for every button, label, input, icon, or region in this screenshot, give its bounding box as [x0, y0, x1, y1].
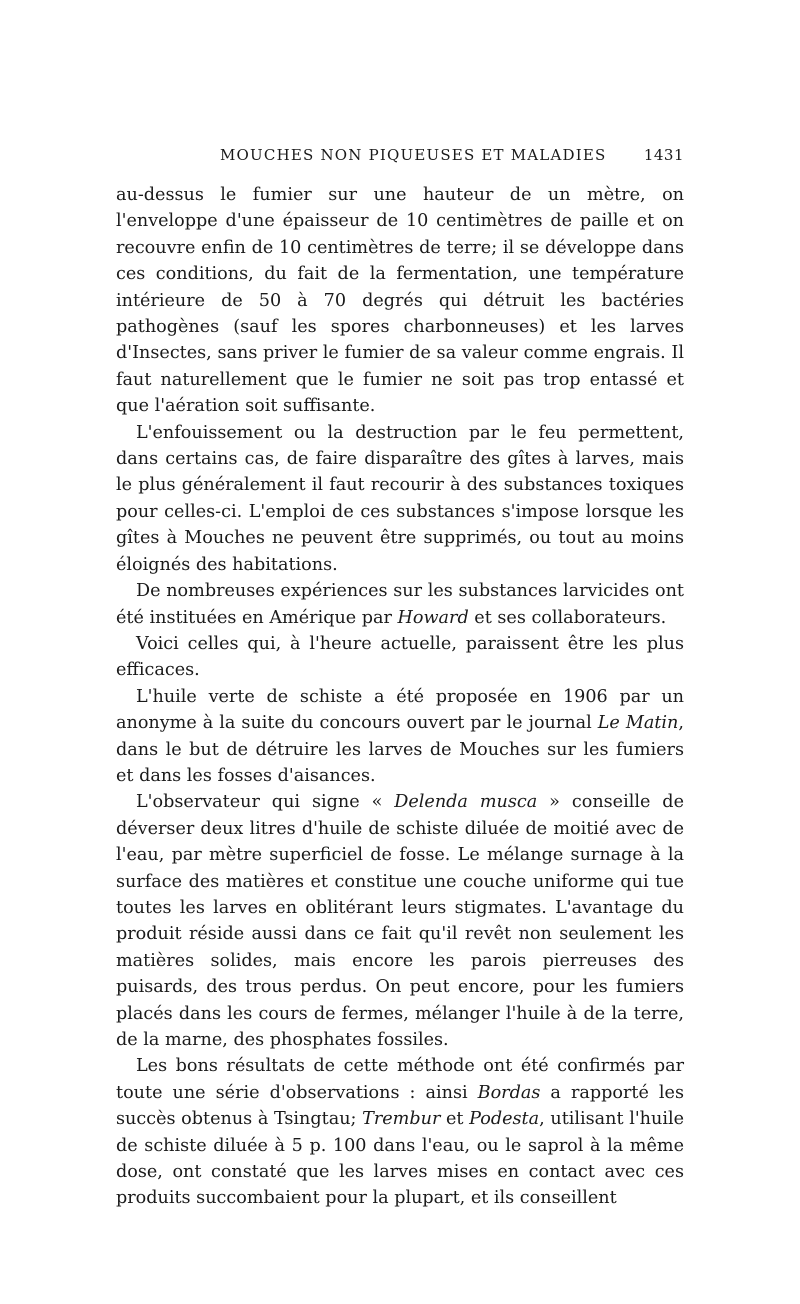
- pseudonym-delenda-musca: Delenda musca: [394, 792, 538, 813]
- book-page: [116, 146, 684, 1212]
- paragraph-5-text-b: , dans le but de détruire les larves de Mouches sur les fumiers et dans les fosses d'aisances.: [116, 713, 684, 786]
- paragraph-5: [116, 684, 684, 790]
- paragraph-6-text-b: » conseille de déverser deux litres d'huile de schiste diluée de moitié avec de l'eau, par mètre superficiel de fosse. Le mélange surnage à la surface des matières et constitue une couche uniforme qui tue toutes les larves en oblitérant leurs stigmates. L'avantage du produit réside aussi dans ce fait qu'il revêt non seulement les matières solides, mais encore les parois pierreuses des puisards, des trous perdus. On peut encore, pour les fumiers placés dans les cours de fermes, mélanger l'huile à de la terre, de la marne, des phosphates fossiles.: [116, 792, 684, 1050]
- author-trembur: Trembur: [362, 1109, 441, 1130]
- paragraph-3-text-b: et ses collaborateurs.: [468, 607, 667, 628]
- paragraph-7-text-a: Les bons résultats de cette méthode ont été confirmés par toute une série d'observations : ainsi: [116, 1056, 684, 1103]
- running-title: MOUCHES NON PIQUEUSES ET MALADIES: [220, 146, 607, 164]
- author-bordas: Bordas: [477, 1082, 541, 1103]
- paragraph-6-text-a: L'observateur qui signe «: [136, 792, 395, 813]
- paragraph-4: Voici celles qui, à l'heure actuelle, paraissent être les plus efficaces.: [116, 633, 684, 681]
- page-number: 1431: [643, 146, 684, 164]
- paragraph-7-text-c: et: [440, 1109, 470, 1130]
- body-text: [116, 182, 684, 1212]
- journal-le-matin: Le Matin: [597, 713, 679, 734]
- paragraph-3-text-a: De nombreuses expériences sur les substances larvicides ont été instituées en Amérique par: [116, 581, 684, 628]
- paragraph-7: [116, 1053, 684, 1211]
- paragraph-2: L'enfouissement ou la destruction par le feu permettent, dans certains cas, de faire disparaître des gîtes à larves, mais le plus généralement il faut recourir à des substances toxiques pour celles-ci. L'emploi de ces substances s'impose lorsque les gîtes à Mouches ne peuvent être supprimés, ou tout au moins éloignés des habitations.: [116, 422, 684, 575]
- running-header: [116, 146, 684, 170]
- author-podesta: Podesta: [469, 1109, 540, 1130]
- paragraph-5-text-a: L'huile verte de schiste a été proposée en 1906 par un anonyme à la suite du concours ouvert par le journal: [116, 686, 684, 734]
- paragraph-7-text-d: , utilisant l'huile de schiste diluée à 5 p. 100 dans l'eau, ou le saprol à la même dose, ont constaté que les larves mises en contact avec ces produits succombaient pour la plupart, et ils conseillent: [116, 1109, 684, 1209]
- paragraph-6: [116, 789, 684, 1053]
- author-howard: Howard: [397, 607, 469, 628]
- paragraph-3: [116, 578, 684, 631]
- paragraph-1: au-dessus le fumier sur une hauteur de un mètre, on l'enveloppe d'une épaisseur de 10 centimètres de paille et on recouvre enfin de 10 centimètres de terre; il se développe dans ces conditions, du fait de la fermentation, une température intérieure de 50 à 70 degrés qui détruit les bactéries pathogènes (sauf les spores charbonneuses) et les larves d'Insectes, sans priver le fumier de sa valeur comme engrais. Il faut naturellement que le fumier ne soit pas trop entassé et que l'aération soit suffisante.: [116, 185, 684, 417]
- paragraph-7-text-b: a rapporté les succès obtenus à Tsingtau;: [116, 1082, 684, 1130]
